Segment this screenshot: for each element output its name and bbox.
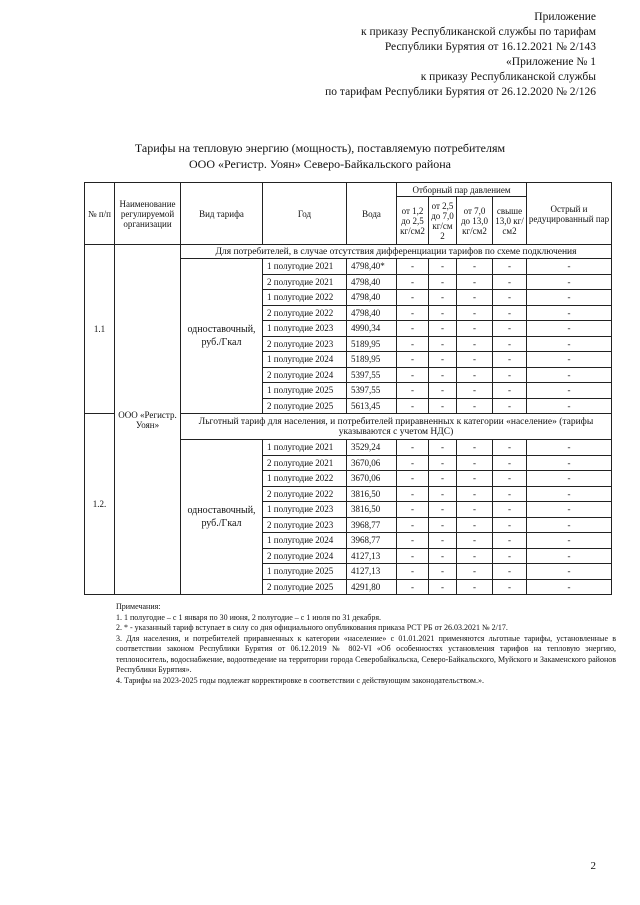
period-cell: 1 полугодие 2025 [263, 564, 347, 580]
section-title-row [85, 245, 612, 259]
dash-cell: - [397, 383, 429, 399]
water-tariff-cell: 4990,34 [347, 321, 397, 337]
dash-cell: - [429, 517, 457, 533]
dash-cell: - [397, 367, 429, 383]
dash-cell: - [397, 455, 429, 471]
tariff-table [84, 182, 612, 595]
dash-cell: - [457, 471, 493, 487]
dash-cell: - [457, 290, 493, 306]
water-tariff-cell: 5397,55 [347, 383, 397, 399]
period-cell: 2 полугодие 2022 [263, 305, 347, 321]
dash-cell: - [527, 352, 612, 368]
dash-cell: - [457, 517, 493, 533]
dash-cell: - [493, 455, 527, 471]
dash-cell: - [457, 274, 493, 290]
period-cell: 2 полугодие 2025 [263, 398, 347, 414]
dash-cell: - [457, 336, 493, 352]
org-name: ООО «Регистр. Уоян» [115, 245, 181, 595]
document-title [0, 140, 640, 172]
water-tariff-cell: 3529,24 [347, 440, 397, 456]
dash-cell: - [397, 548, 429, 564]
document-header [325, 10, 596, 100]
header-kind: Вид тарифа [181, 183, 263, 245]
note-item: 4. Тарифы на 2023-2025 годы подлежат корректировке в соответствии с действующим законодательством.». [116, 675, 484, 685]
water-tariff-cell: 3816,50 [347, 502, 397, 518]
dash-cell: - [493, 398, 527, 414]
header-line: к приказу Республиканской службы по тарифам [361, 26, 596, 38]
period-cell: 1 полугодие 2024 [263, 533, 347, 549]
period-cell: 2 полугодие 2024 [263, 548, 347, 564]
dash-cell: - [493, 440, 527, 456]
dash-cell: - [457, 259, 493, 275]
dash-cell: - [397, 305, 429, 321]
dash-cell: - [429, 502, 457, 518]
dash-cell: - [429, 321, 457, 337]
period-cell: 1 полугодие 2023 [263, 321, 347, 337]
section-title: Льготный тариф для населения, и потребителей приравненных к категории «население» (тарифы указываются с учетом НДС) [181, 414, 612, 440]
dash-cell: - [457, 548, 493, 564]
dash-cell: - [429, 548, 457, 564]
water-tariff-cell: 4291,80 [347, 579, 397, 595]
title-line-2: ООО «Регистр. Уоян» Северо-Байкальского района [189, 157, 451, 171]
water-tariff-cell: 5613,45 [347, 398, 397, 414]
dash-cell: - [493, 367, 527, 383]
dash-cell: - [527, 367, 612, 383]
dash-cell: - [527, 533, 612, 549]
dash-cell: - [493, 579, 527, 595]
water-tariff-cell: 4798,40 [347, 305, 397, 321]
header-line: по тарифам Республики Бурятия от 26.12.2020 № 2/126 [325, 86, 596, 98]
header-line: «Приложение № 1 [506, 56, 596, 68]
dash-cell: - [397, 352, 429, 368]
dash-cell: - [527, 259, 612, 275]
dash-cell: - [429, 336, 457, 352]
period-cell: 1 полугодие 2024 [263, 352, 347, 368]
dash-cell: - [527, 321, 612, 337]
dash-cell: - [429, 455, 457, 471]
dash-cell: - [457, 455, 493, 471]
period-cell: 2 полугодие 2022 [263, 486, 347, 502]
dash-cell: - [493, 336, 527, 352]
dash-cell: - [527, 517, 612, 533]
dash-cell: - [397, 579, 429, 595]
header-sharp-steam: Острый и редуцированный пар [527, 183, 612, 245]
dash-cell: - [429, 383, 457, 399]
dash-cell: - [429, 367, 457, 383]
water-tariff-cell: 4798,40 [347, 274, 397, 290]
water-tariff-cell: 4798,40 [347, 290, 397, 306]
dash-cell: - [397, 564, 429, 580]
dash-cell: - [429, 398, 457, 414]
header-line: Приложение [534, 11, 596, 23]
dash-cell: - [527, 502, 612, 518]
dash-cell: - [527, 440, 612, 456]
dash-cell: - [457, 398, 493, 414]
water-tariff-cell: 3670,06 [347, 471, 397, 487]
dash-cell: - [429, 486, 457, 502]
dash-cell: - [493, 502, 527, 518]
period-cell: 1 полугодие 2025 [263, 383, 347, 399]
dash-cell: - [493, 486, 527, 502]
dash-cell: - [493, 259, 527, 275]
water-tariff-cell: 3968,77 [347, 517, 397, 533]
dash-cell: - [527, 305, 612, 321]
dash-cell: - [429, 440, 457, 456]
period-cell: 2 полугодие 2023 [263, 517, 347, 533]
dash-cell: - [429, 305, 457, 321]
dash-cell: - [527, 274, 612, 290]
dash-cell: - [457, 502, 493, 518]
dash-cell: - [429, 579, 457, 595]
header-steam-4: свыше 13,0 кг/см2 [493, 197, 527, 245]
dash-cell: - [493, 274, 527, 290]
dash-cell: - [493, 564, 527, 580]
note-item: 3. Для населения, и потребителей приравненных к категории «население» с 01.01.2021 применяются льготные тарифы, установленные в соответствии законом Республики Бурятия от 06.12.2019 № 802-VI «Об особенностях установления тарифов на тепловую энергию, теплоноситель, водоснабжение, водоотведение на территории города Северобайкальска, Северо-Байкальского, Муйского и Закаменского районов Республики Бурятия». [116, 633, 616, 674]
header-steam-1: от 1,2 до 2,5 кг/см2 [397, 197, 429, 245]
dash-cell: - [397, 290, 429, 306]
notes [116, 602, 616, 686]
dash-cell: - [527, 564, 612, 580]
header-water: Вода [347, 183, 397, 245]
dash-cell: - [457, 486, 493, 502]
dash-cell: - [429, 274, 457, 290]
period-cell: 1 полугодие 2021 [263, 440, 347, 456]
dash-cell: - [397, 440, 429, 456]
section-number: 1.2. [85, 414, 115, 595]
water-tariff-cell: 5189,95 [347, 352, 397, 368]
header-steam-2: от 2,5 до 7,0 кг/см 2 [429, 197, 457, 245]
dash-cell: - [397, 398, 429, 414]
dash-cell: - [493, 290, 527, 306]
dash-cell: - [527, 579, 612, 595]
dash-cell: - [397, 321, 429, 337]
period-cell: 2 полугодие 2021 [263, 274, 347, 290]
page-number: 2 [590, 860, 596, 872]
dash-cell: - [397, 486, 429, 502]
dash-cell: - [527, 290, 612, 306]
dash-cell: - [429, 290, 457, 306]
water-tariff-cell: 3670,06 [347, 455, 397, 471]
tariff-kind: одноставочный, руб./Гкал [181, 259, 263, 414]
dash-cell: - [397, 533, 429, 549]
header-steam-3: от 7,0 до 13,0 кг/см2 [457, 197, 493, 245]
dash-cell: - [397, 336, 429, 352]
dash-cell: - [493, 305, 527, 321]
dash-cell: - [457, 579, 493, 595]
period-cell: 2 полугодие 2024 [263, 367, 347, 383]
dash-cell: - [493, 383, 527, 399]
dash-cell: - [493, 517, 527, 533]
dash-cell: - [527, 455, 612, 471]
dash-cell: - [457, 564, 493, 580]
dash-cell: - [397, 259, 429, 275]
period-cell: 1 полугодие 2022 [263, 471, 347, 487]
dash-cell: - [397, 274, 429, 290]
dash-cell: - [429, 533, 457, 549]
dash-cell: - [457, 352, 493, 368]
water-tariff-cell: 4127,13 [347, 548, 397, 564]
dash-cell: - [493, 321, 527, 337]
header-line: Республики Бурятия от 16.12.2021 № 2/143 [384, 41, 596, 53]
dash-cell: - [527, 548, 612, 564]
period-cell: 1 полугодие 2021 [263, 259, 347, 275]
dash-cell: - [429, 259, 457, 275]
water-tariff-cell: 3968,77 [347, 533, 397, 549]
header-line: к приказу Республиканской службы [420, 71, 596, 83]
dash-cell: - [397, 502, 429, 518]
dash-cell: - [527, 336, 612, 352]
header-num: № п/п [85, 183, 115, 245]
period-cell: 2 полугодие 2025 [263, 579, 347, 595]
dash-cell: - [457, 533, 493, 549]
dash-cell: - [429, 564, 457, 580]
dash-cell: - [493, 533, 527, 549]
water-tariff-cell: 4798,40* [347, 259, 397, 275]
period-cell: 2 полугодие 2023 [263, 336, 347, 352]
header-year: Год [263, 183, 347, 245]
dash-cell: - [457, 305, 493, 321]
header-org: Наименование регулируемой организации [115, 183, 181, 245]
water-tariff-cell: 5397,55 [347, 367, 397, 383]
dash-cell: - [397, 517, 429, 533]
water-tariff-cell: 4127,13 [347, 564, 397, 580]
dash-cell: - [429, 352, 457, 368]
period-cell: 2 полугодие 2021 [263, 455, 347, 471]
note-item: 2. * - указанный тариф вступает в силу со дня официального опубликования приказа РСТ РБ от 26.03.2021 № 2/17. [116, 623, 508, 632]
dash-cell: - [457, 440, 493, 456]
water-tariff-cell: 5189,95 [347, 336, 397, 352]
water-tariff-cell: 3816,50 [347, 486, 397, 502]
dash-cell: - [527, 383, 612, 399]
note-item: 1. 1 полугодие – с 1 января по 30 июня, 2 полугодие – с 1 июля по 31 декабря. [116, 612, 382, 622]
dash-cell: - [493, 548, 527, 564]
dash-cell: - [429, 471, 457, 487]
title-line-1: Тарифы на тепловую энергию (мощность), поставляемую потребителям [134, 141, 506, 155]
dash-cell: - [527, 471, 612, 487]
dash-cell: - [493, 471, 527, 487]
period-cell: 1 полугодие 2022 [263, 290, 347, 306]
dash-cell: - [397, 471, 429, 487]
dash-cell: - [493, 352, 527, 368]
notes-heading: Примечания: [116, 602, 161, 611]
section-title: Для потребителей, в случае отсутствия дифференциации тарифов по схеме подключения [181, 245, 612, 259]
header-steam-group: Отборный пар давлением [397, 183, 527, 197]
tariff-kind: одноставочный, руб./Гкал [181, 440, 263, 595]
dash-cell: - [527, 486, 612, 502]
period-cell: 1 полугодие 2023 [263, 502, 347, 518]
dash-cell: - [457, 321, 493, 337]
dash-cell: - [457, 367, 493, 383]
section-number: 1.1 [85, 245, 115, 414]
dash-cell: - [527, 398, 612, 414]
dash-cell: - [457, 383, 493, 399]
